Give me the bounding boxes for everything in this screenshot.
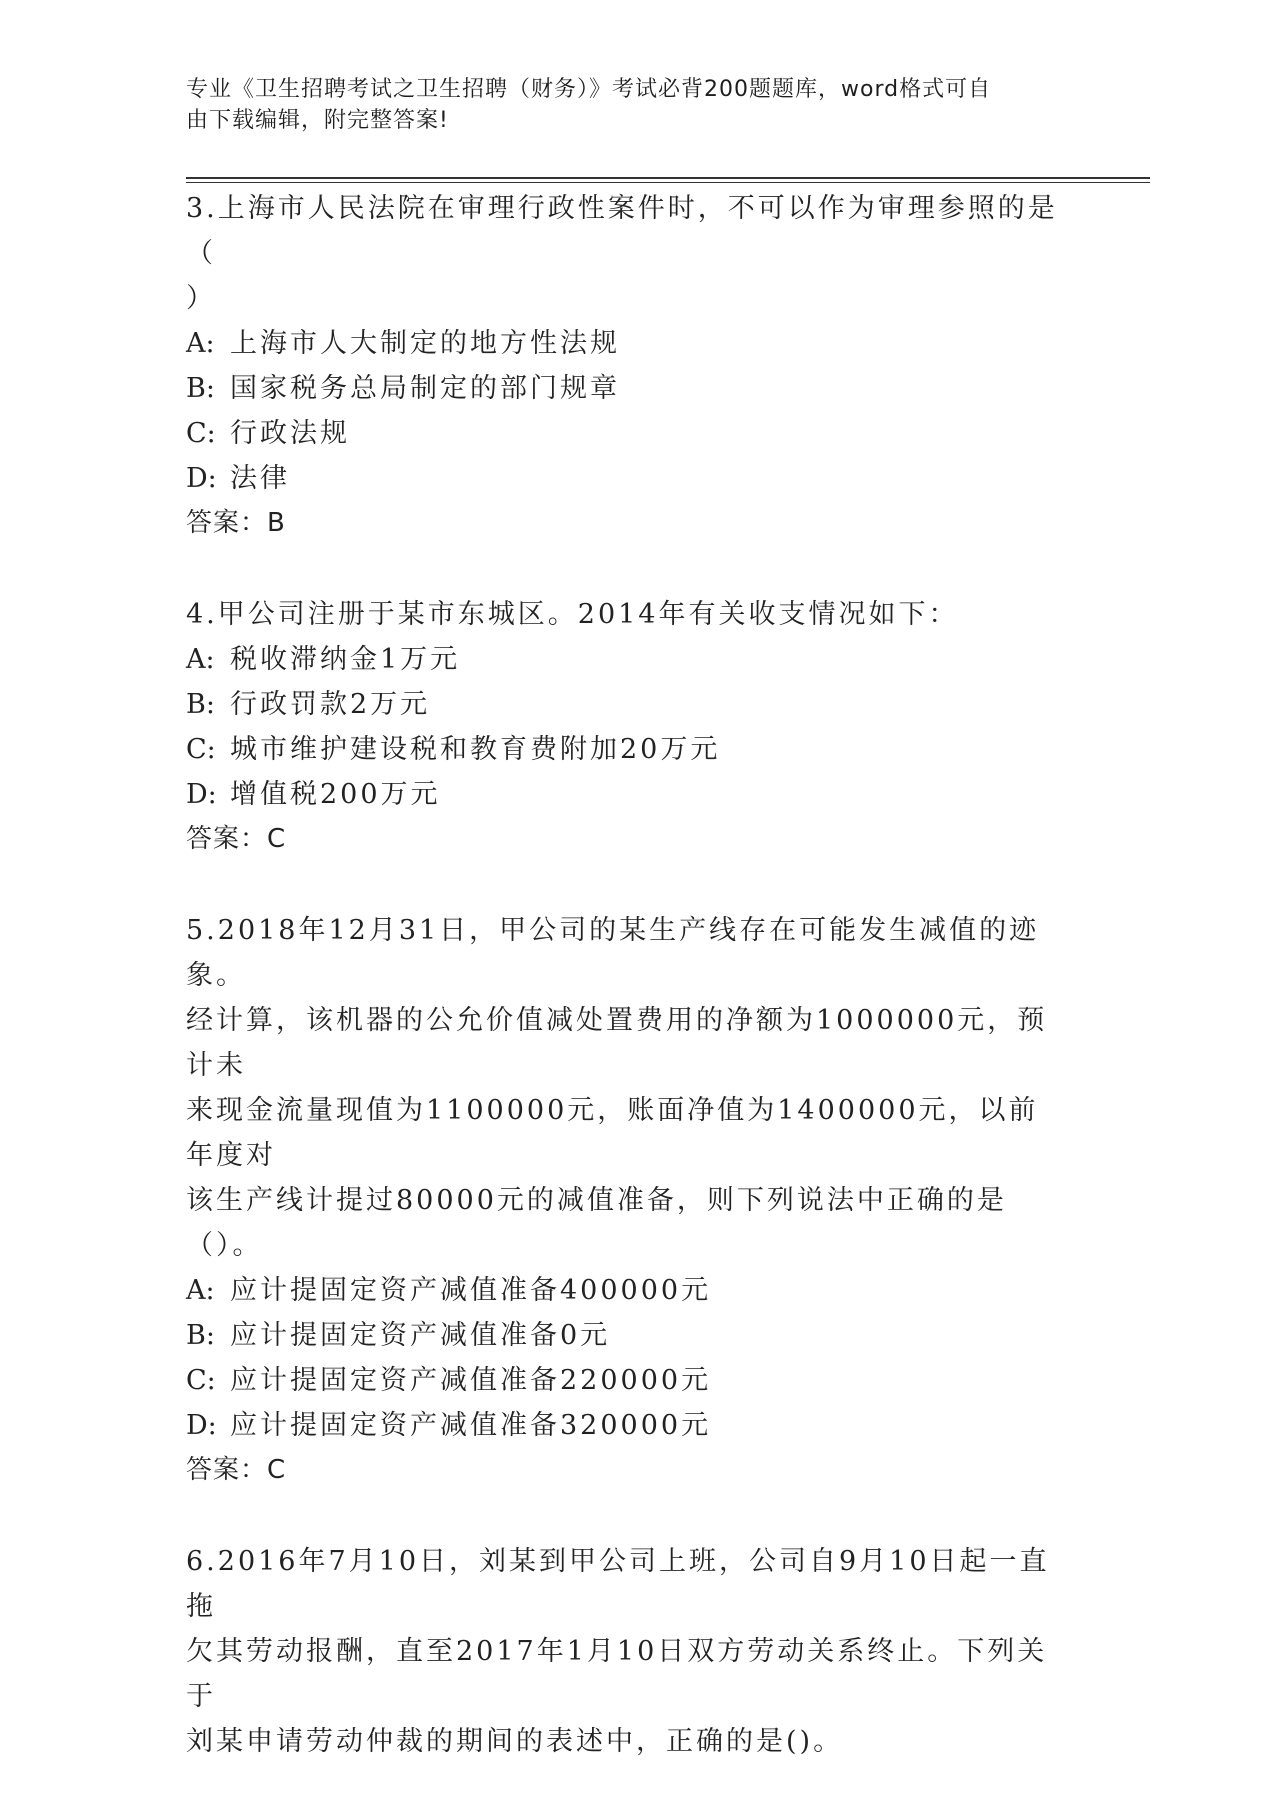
header-line: 由下载编辑，附完整答案!: [186, 108, 449, 133]
option-key: B:: [186, 689, 215, 720]
option-text: 增值税200万元: [230, 779, 441, 810]
question-stem-line: 该生产线计提过80000元的减值准备，则下列说法中正确的是（）。: [186, 1185, 1007, 1261]
option-text: 上海市人大制定的地方性法规: [230, 328, 620, 359]
question-stem-line: ）: [186, 283, 216, 314]
question-block: [186, 186, 1066, 546]
option-item: [186, 1358, 1066, 1403]
question-stem-line: 4.甲公司注册于某市东城区。2014年有关收支情况如下：: [186, 599, 959, 630]
question-block: [186, 592, 1066, 862]
option-item: [186, 411, 1066, 456]
option-item: [186, 321, 1066, 366]
question-stem-line: 欠其劳动报酬，直至2017年1月10日双方劳动关系终止。下列关于: [186, 1636, 1048, 1712]
question-stem-line: 刘某申请劳动仲裁的期间的表述中，正确的是()。: [186, 1726, 844, 1757]
option-key: A:: [186, 328, 215, 359]
document-header: [186, 74, 1066, 136]
option-key: A:: [186, 644, 215, 675]
question-block: [186, 1539, 1066, 1764]
option-text: 应计提固定资产减值准备400000元: [230, 1275, 712, 1306]
option-text: 行政法规: [230, 418, 350, 449]
header-line: 专业《卫生招聘考试之卫生招聘（财务）》考试必背200题题库，word格式可自: [186, 77, 992, 102]
option-item: [186, 727, 1066, 772]
option-key: C:: [186, 734, 216, 765]
option-key: C:: [186, 1365, 216, 1396]
option-item: [186, 1268, 1066, 1313]
option-item: [186, 1403, 1066, 1448]
question-stem-line: 来现金流量现值为1100000元，账面净值为1400000元，以前年度对: [186, 1095, 1039, 1171]
option-text: 国家税务总局制定的部门规章: [230, 373, 620, 404]
option-key: B:: [186, 373, 215, 404]
option-text: 应计提固定资产减值准备320000元: [230, 1410, 712, 1441]
option-key: C:: [186, 418, 216, 449]
answer-line: 答案：C: [186, 824, 287, 854]
option-item: [186, 456, 1066, 501]
question-stem-line: 3.上海市人民法院在审理行政性案件时，不可以作为审理参照的是（: [186, 193, 1058, 269]
option-key: B:: [186, 1320, 215, 1351]
option-list: [186, 1268, 1066, 1448]
option-text: 税收滞纳金1万元: [230, 644, 461, 675]
option-key: D:: [186, 1410, 217, 1441]
option-key: D:: [186, 463, 217, 494]
question-stem-line: 5.2018年12月31日，甲公司的某生产线存在可能发生减值的迹象。: [186, 915, 1040, 991]
option-list: [186, 321, 1066, 501]
option-text: 城市维护建设税和教育费附加20万元: [230, 734, 721, 765]
option-key: A:: [186, 1275, 215, 1306]
option-item: [186, 1313, 1066, 1358]
question-stem-line: 6.2016年7月10日，刘某到甲公司上班，公司自9月10日起一直拖: [186, 1546, 1050, 1622]
question-block: [186, 908, 1066, 1493]
question-stem-line: 经计算，该机器的公允价值减处置费用的净额为1000000元，预计未: [186, 1005, 1048, 1081]
option-item: [186, 366, 1066, 411]
option-item: [186, 772, 1066, 817]
answer-line: 答案：C: [186, 1455, 287, 1485]
header-divider-thin: [186, 182, 1150, 183]
option-list: [186, 637, 1066, 817]
header-divider: [186, 177, 1150, 179]
option-item: [186, 637, 1066, 682]
option-text: 法律: [230, 463, 290, 494]
option-item: [186, 682, 1066, 727]
question-list: [186, 186, 1066, 1810]
option-text: 应计提固定资产减值准备220000元: [230, 1365, 712, 1396]
answer-line: 答案：B: [186, 508, 286, 538]
option-text: 应计提固定资产减值准备0元: [230, 1320, 611, 1351]
option-key: D:: [186, 779, 217, 810]
option-text: 行政罚款2万元: [230, 689, 431, 720]
